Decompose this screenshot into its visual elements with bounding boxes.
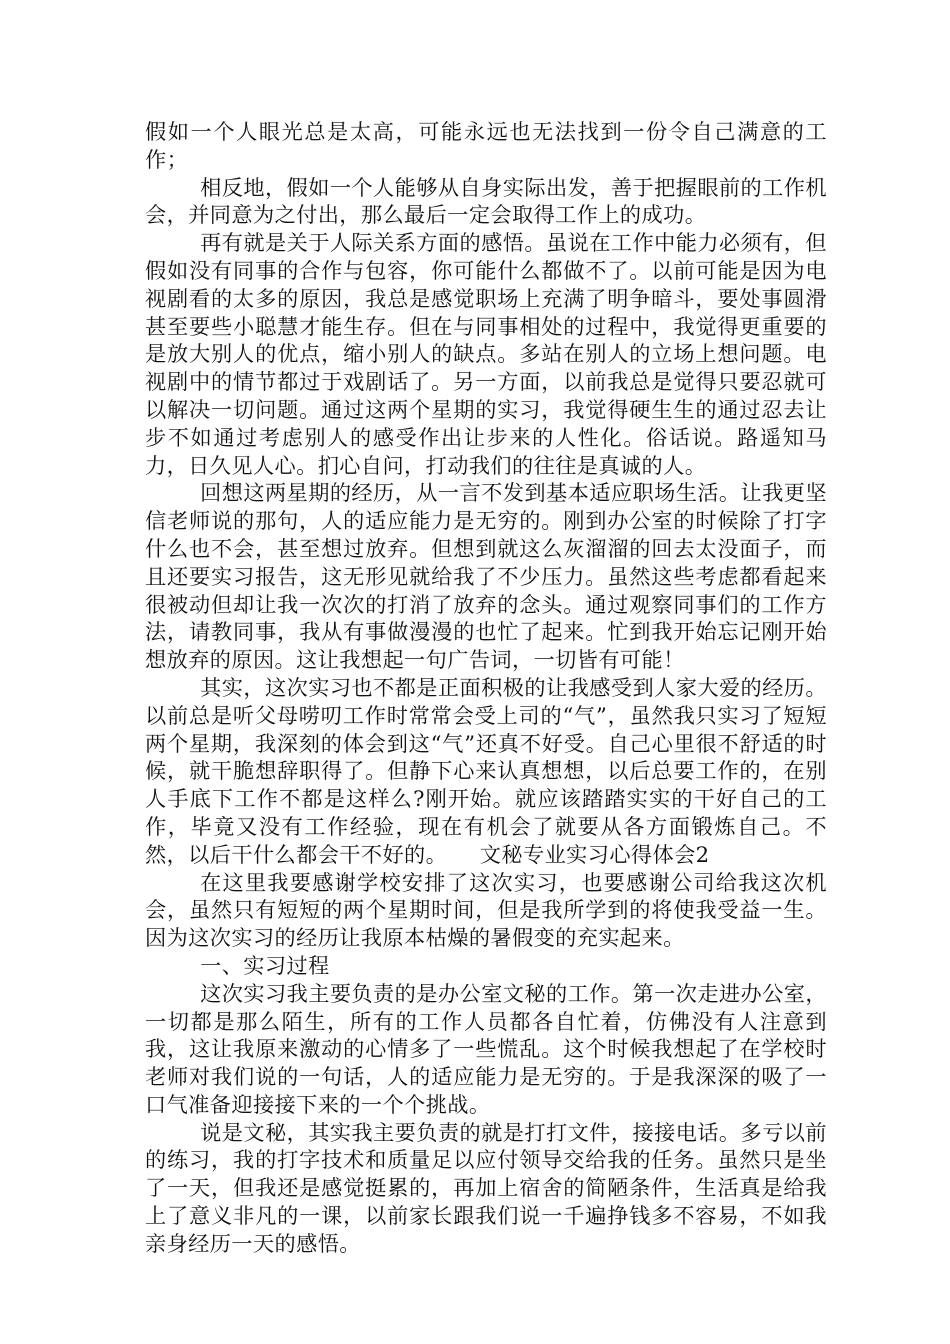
paragraph-8: 说是文秘，其实我主要负责的就是打打文件，接接电话。多亏以前的练习，我的打字技术和质量足以应付领导交给我的任务。虽然只是坐了一天，但我还是感觉挺累的，再加上宿舍的简陋条件，生活真是给我上了意义非凡的一课，以前家长跟我们说一千遍挣钱多不容易，不如我亲身经历一天的感悟。 — [145, 1119, 827, 1256]
document-body — [145, 118, 827, 1258]
paragraph-7: 这次实习我主要负责的是办公室文秘的工作。第一次走进办公室，一切都是那么陌生，所有的工作人员都各自忙着，仿佛没有人注意到我，这让我原来激动的心情多了一些慌乱。这个时候我想起了在学校时老师对我们说的一句话，人的适应能力是无穷的。于是我深深的吸了一口气准备迎接接下来的一个个挑战。 — [145, 980, 827, 1117]
paragraph-4: 回想这两星期的经历，从一言不发到基本适应职场生活。让我更坚信老师说的那句，人的适应能力是无穷的。刚到办公室的时候除了打字什么也不会，甚至想过放弃。但想到就这么灰溜溜的回去太没面子，而且还要实习报告，这无形见就给我了不少压力。虽然这些考虑都看起来很被动但却让我一次次的打消了放弃的念头。通过观察同事们的工作方法，请教同事，我从有事做漫漫的也忙了起来。忙到我开始忘记刚开始想放弃的原因。这让我想起一句广告词，一切皆有可能！ — [145, 480, 827, 673]
paragraph-6: 在这里我要感谢学校安排了这次实习，也要感谢公司给我这次机会，虽然只有短短的两个星期时间，但是我所学到的将使我受益一生。因为这次实习的经历让我原本枯燥的暑假变的充实起来。 — [145, 869, 827, 951]
paragraph-2: 相反地，假如一个人能够从自身实际出发，善于把握眼前的工作机会，并同意为之付出，那么最后一定会取得工作上的成功。 — [145, 174, 827, 228]
section-heading: 一、实习过程 — [200, 952, 330, 978]
paragraph-3: 再有就是关于人际关系方面的感悟。虽说在工作中能力必须有，但假如没有同事的合作与包容，你可能什么都做不了。以前可能是因为电视剧看的太多的原因，我总是感觉职场上充满了明争暗斗，要处事圆滑甚至要些小聪慧才能生存。但在与同事相处的过程中，我觉得更重要的是放大别人的优点，缩小别人的缺点。多站在别人的立场上想问题。电视剧中的情节都过于戏剧话了。另一方面，以前我总是觉得只要忍就可以解决一切问题。通过这两个星期的实习，我觉得硬生生的通过忍去让步不如通过考虑别人的感受作出让步来的人性化。俗话说。路遥知马力，日久见人心。扪心自问，打动我们的往往是真诚的人。 — [145, 230, 827, 478]
paragraph-1: 假如一个人眼光总是太高，可能永远也无法找到一份令自己满意的工作； — [145, 119, 827, 172]
paragraph-5: 其实，这次实习也不都是正面积极的让我感受到人家大爱的经历。以前总是听父母唠叨工作时常常会受上司的“气”，虽然我只实习了短短两个星期，我深刻的体会到这“气”还真不好受。自己心里很不舒适的时候，就干脆想辞职得了。但静下心来认真想想，以后总要工作的，在别人手底下工作不都是这样么?刚开始。就应该踏踏实实的干好自己的工作，毕竟又没有工作经验，现在有机会了就要从各方面锻炼自己。不然，以后干什么都会干不好的。 文秘专业实习心得体会2 — [145, 674, 827, 867]
